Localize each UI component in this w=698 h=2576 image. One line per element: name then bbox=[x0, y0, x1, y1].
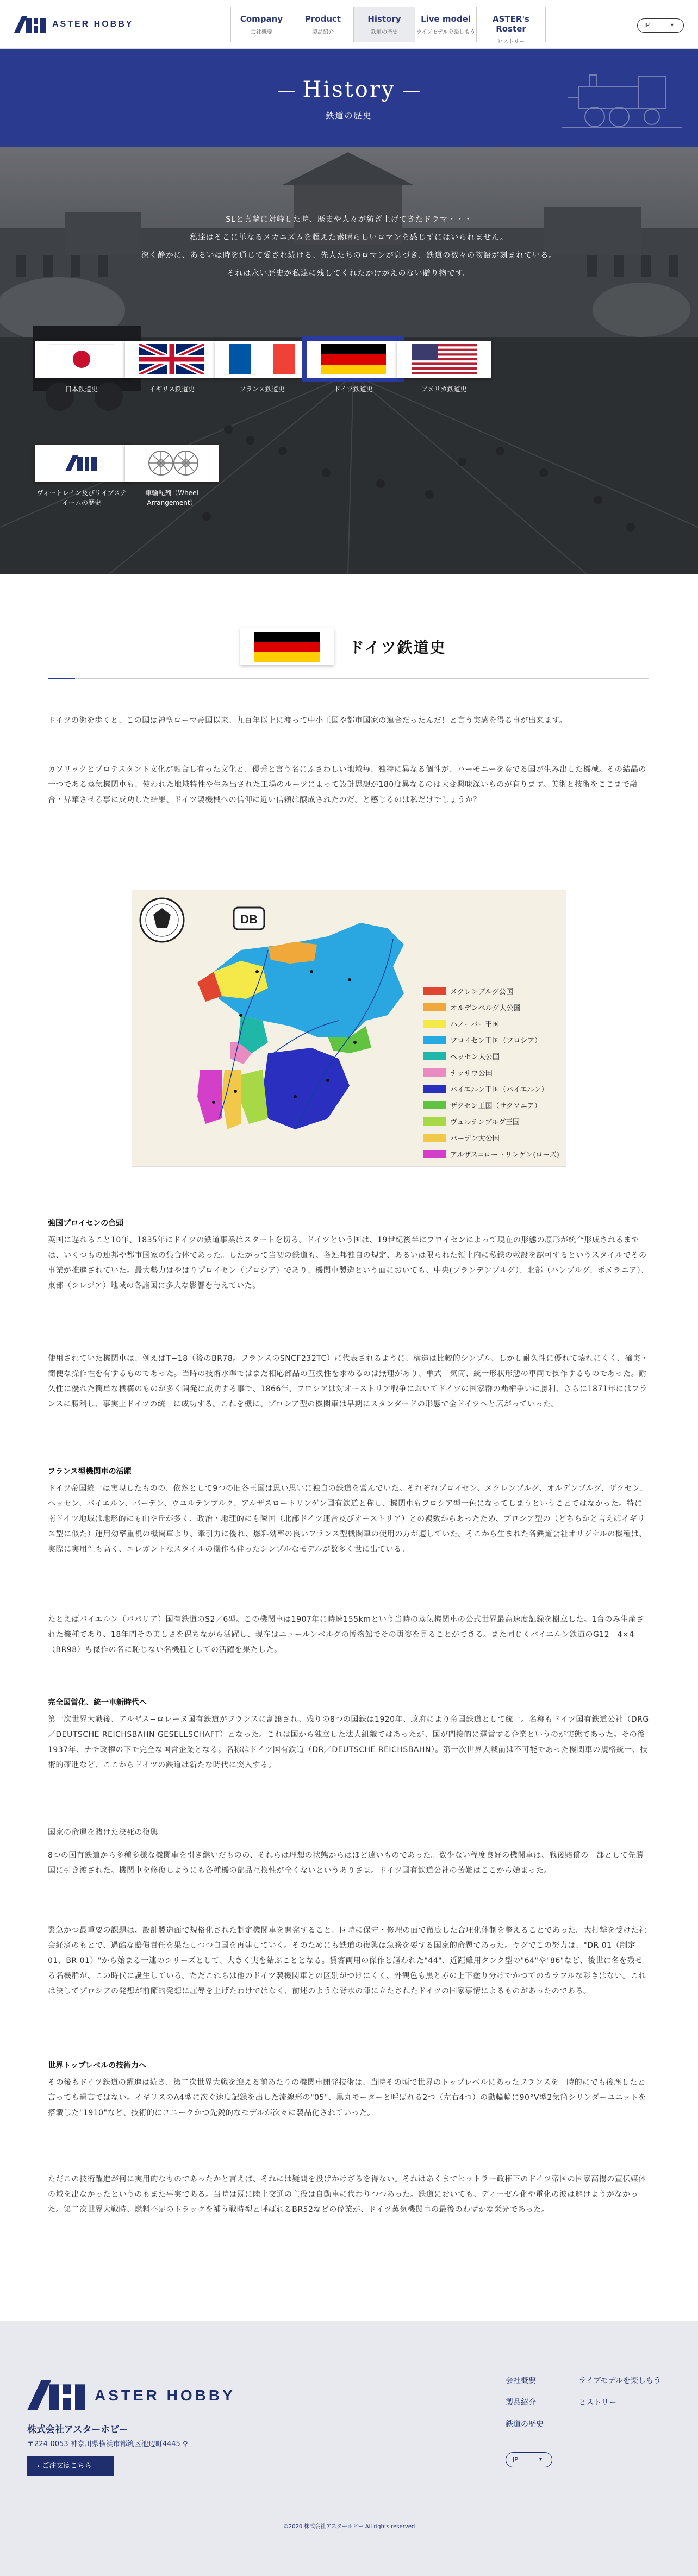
brand-logo[interactable] bbox=[14, 16, 133, 33]
page-title bbox=[0, 77, 698, 102]
country-germany[interactable] bbox=[307, 341, 400, 394]
body-paragraph: その後もドイツ鉄道の躍進は続き、第二次世界大戦を迎える前あたりの機関車開発技術は、当時その頃で世界のトップレベルにあったフランスを一時的にでも後塵したと言っても過言ではない。イギリスのA4型に次ぐ速度記録を出した流線形の"05"、黒丸モーターと呼ばれる2つ（左右4つ）の動輪輪に90°V型2気筒シリンダーユニットを搭載した"1910"など、技術的にユニークかつ先鋭的なモデルが次々に製品化されていった。 bbox=[48, 2078, 646, 2117]
hero-line: 私達はそこに単なるメカニズムを超えた素晴らしいロマンを感じずにはいられません。 bbox=[190, 233, 508, 242]
nav-history[interactable] bbox=[353, 7, 415, 42]
legend-label: ハノーバー王国 bbox=[450, 1020, 499, 1029]
footer-link-railway-history[interactable]: 鉄道の歴史 bbox=[506, 2420, 544, 2429]
country-label: イギリス鉄道史 bbox=[149, 385, 195, 393]
legend-swatch bbox=[423, 1101, 446, 1109]
legend-label: オルデンベルグ大公国 bbox=[450, 1004, 521, 1012]
nav-label: ASTER's Roster bbox=[493, 14, 529, 34]
country-usa[interactable] bbox=[397, 341, 491, 394]
nav-live-model[interactable] bbox=[415, 7, 476, 42]
legend-item bbox=[423, 1097, 559, 1113]
nav-sublabel: ライブモデルを楽しもう bbox=[416, 29, 476, 35]
title-dash-left bbox=[278, 91, 295, 92]
body-paragraph: 第一次世界大戦後、アルザス−ロレーヌ国有鉄道がフランスに割譲され、残りの8つの国鉄は1920年、政府により帝国鉄道として統一。名称もドイツ国有鉄道公社（DRG／DEUTSCHE REICHSBAHN GESELLSCHAFT）となった。これは国から独立した法人組織ではあったが、国が間接的に運営する企業というのが実態であった。その後1937年、ナチ政権の下で完全な国営企業となる。名称はドイツ国有鉄道（DR／DEUTSCHE REICHSBAHN）。第一次世界大戦前は不可能であった機関車の規格統一、技術的確進など、ここからドイツの鉄道は新たな時代に突入する。 bbox=[48, 1715, 649, 1770]
body-paragraph: 8つの国有鉄道から多種多様な機関車を引き継いだものの、それらは理想の状態からはほど遠いものであった。数少ない程度良好の機関車は、戦後賠償の一部として先勝国に引き渡された。機関車を修復しようにも各種機の部品互換性が全くないというありさま。ドイツ国有鉄道公社の苦難はここから始まった。 bbox=[48, 1851, 644, 1875]
country-france[interactable] bbox=[215, 341, 309, 394]
country-uk[interactable] bbox=[125, 341, 219, 394]
country-label: ヴィートレイン及びリイブステイームの歴史 bbox=[36, 489, 127, 507]
legend-swatch bbox=[423, 1036, 446, 1044]
nav-product[interactable] bbox=[292, 7, 353, 42]
legend-item bbox=[423, 999, 559, 1015]
map-pin-icon[interactable]: ⚲ bbox=[182, 2440, 188, 2448]
legend-swatch bbox=[423, 1150, 446, 1158]
intro-paragraph: カソリックとプロテスタント文化が融合し有った文化と、優秀と言う名にふさわしい地域毎、独特に異なる個性が、ハーモニーを奏でる国が生み出した機械。その結晶の一つである蒸気機関車も、使われた地域特性や生み出された工場のルーツによって設計思想が180度異なるのは大変興味深いものが有ります。美術と技術をここまで融合・昇華させる事に成功した結果、ドイツ製機械への信仰に近い信頼は醸成されたのだ。と感じるのは私だけでしょうか？ bbox=[48, 765, 646, 804]
nav-label: Live model bbox=[421, 14, 471, 24]
legend-label: メクレンブルグ公国 bbox=[450, 987, 513, 996]
nav-label: Product bbox=[304, 14, 341, 24]
nav-label: History bbox=[367, 14, 401, 24]
body-paragraph: たとえばバイエルン（バパリア）国有鉄道のS2／6型。この機関車は1907年に時速155kmという当時の蒸気機関車の公式世界最高速度記録を樹立した。1台のみ生産された機種であり、18年間その美しさを保ちながら活躍し、現在はニュールンベルグの博物館でその勇姿を見ることができる。また同じくバイエルン鉄道のG12 4×4（BR98）も傑作の名に恥じない名機種としての活躍を果たした。 bbox=[48, 1615, 644, 1654]
title-dash-right bbox=[403, 91, 420, 92]
intro-paragraph: ドイツの街を歩くと、この国は神聖ローマ帝国以来、九百年以上に渡って中小王国や都市国家の連合だったんだ！と言う実感を得る事が出来ます。 bbox=[48, 716, 568, 725]
section-heading: 強国プロイセンの台頭 bbox=[48, 1219, 124, 1228]
legend-swatch bbox=[423, 1085, 446, 1093]
legend-swatch bbox=[423, 1068, 446, 1077]
section-title: ドイツ鉄道史 bbox=[349, 639, 446, 656]
legend-swatch bbox=[423, 1020, 446, 1028]
legend-item bbox=[423, 1064, 559, 1080]
japan-flag-icon bbox=[35, 341, 128, 378]
language-select[interactable]: JP ▾ bbox=[637, 18, 684, 33]
copyright: ©2020 株式会社アスターホビー All rights reserved bbox=[283, 2524, 415, 2530]
legend-label: ザクセン王国（サクソニア） bbox=[450, 1102, 541, 1110]
hero-intro bbox=[0, 211, 698, 283]
page-title-text: History bbox=[302, 77, 396, 102]
country-label: フランス鉄道史 bbox=[239, 385, 285, 393]
section-header bbox=[240, 628, 458, 666]
company-address bbox=[27, 2438, 188, 2448]
body-paragraph: 国家の命運を賭けた決死の復興 bbox=[48, 1828, 158, 1837]
footer-language-select[interactable]: JP ▾ bbox=[506, 2452, 552, 2467]
legend-label: ヘッセン大公国 bbox=[450, 1053, 500, 1061]
country-label: ドイツ鉄道史 bbox=[334, 385, 373, 393]
legend-swatch bbox=[423, 1134, 446, 1142]
legend-label: ヴュルテンブルグ王国 bbox=[450, 1118, 520, 1127]
country-japan[interactable] bbox=[35, 341, 128, 394]
section-divider bbox=[48, 678, 649, 679]
body-paragraph: 緊急かつ最重要の課題は、設計製造面で規格化された制定機関車を開発すること。同時に保守・修理の面で徹底した合理化体制を整えることであった。大打撃を受けた社会経済のもとで、過酷な賠償責任を果たしつつ自国を再建していく。そのためにも鉄道の復興は急務を要する国家的命題であった。ヤグでこの努力は、"DR 01（制定01、BR 01）"から始まる一連のシリーズとして、大きく実を結ぶこととなる。賃客両用の傑作と謳われた"44"、近距離用タンク型の"64"や"86"など、後世に名を残せる名機群が、この時代に誕生している。ただこれらは他のドイツ製機関車との区別がつけにくく、外観色も黒と赤の上下塗り分けでかつてのカラフルな彩きはない。これは決してプロシアの発想が前節的発想に屈辱を上げたわけではなく、前述のような背水の陣に立たされたドイツの国家事情によるものがあったのである。 bbox=[48, 1926, 647, 1996]
footer-link-live-model[interactable]: ライブモデルを楽しもう bbox=[578, 2377, 661, 2385]
nav-sublabel: 製品紹介 bbox=[312, 29, 334, 35]
footer-link-company[interactable]: 会社概要 bbox=[506, 2377, 536, 2385]
legend-swatch bbox=[423, 1052, 446, 1060]
site-header bbox=[0, 0, 698, 49]
order-button[interactable] bbox=[27, 2456, 114, 2476]
germany-states-map bbox=[132, 890, 566, 1167]
legend-label: アルザス=ロートリンゲン(ローズ) bbox=[450, 1151, 559, 1159]
footer-brand-name: ASTER HOBBY bbox=[95, 2386, 235, 2404]
address-text: 〒224-0053 神奈川県横浜市都筑区池辺町4445 bbox=[27, 2440, 180, 2448]
hero-photo bbox=[0, 147, 698, 574]
legend-item bbox=[423, 1113, 559, 1129]
legend-item bbox=[423, 1031, 559, 1048]
main-nav bbox=[230, 7, 546, 45]
footer-link-product[interactable]: 製品紹介 bbox=[506, 2398, 536, 2407]
page-banner bbox=[0, 49, 698, 147]
footer-logo[interactable] bbox=[27, 2380, 235, 2410]
chevron-right-icon: › bbox=[37, 2462, 40, 2470]
body-paragraph: ドイツ帝国統一は実現したものの、依然として9つの旧各王国は思い思いに独自の鉄道を営んでいた。それぞれプロイセン、メクレンブルグ、オルデンブルグ、ザクセン、ヘッセン、バイエルン、バーデン、ウユルテンブルク、アルザスロートリンゲン国有鉄道と称し、機関車もフロシア型一色になってしまうということではなかった。特に南ドイツ地域は地形的にも山や丘が多く、政治・地理的にも隣国（北部ドイツ連合及びオーストリア）との複数からあったため、プロシア型の（どちらかと言えばイギリス型に似た）運用効率重視の機関車より、牽引力に優れ、燃料効率の良いフランス型機関車の使用の方が適していた。そこから生まれた各鉄道会社オリジナルの機種は、実際に実用性も高く、エレガントなスタイルの操作も伴ったシンプルなモデルが数多く世に出ている。 bbox=[48, 1484, 648, 1554]
brand-mark-icon bbox=[27, 2380, 87, 2410]
legend-label: バイエルン王国（バイエルン） bbox=[450, 1085, 549, 1094]
uk-flag-icon bbox=[125, 341, 219, 378]
brand-name: ASTER HOBBY bbox=[52, 20, 134, 29]
legend-swatch bbox=[423, 1117, 446, 1126]
section-divider-accent bbox=[48, 678, 75, 679]
brand-mark-icon bbox=[14, 16, 47, 33]
nav-label: Company bbox=[240, 14, 283, 24]
section-heading: フランス型機関車の活躍 bbox=[48, 1467, 132, 1476]
legend-item bbox=[423, 1048, 559, 1064]
legend-swatch bbox=[423, 1003, 446, 1011]
nav-roster[interactable] bbox=[476, 7, 546, 45]
order-button-label: ご注文はこちら bbox=[42, 2462, 92, 2470]
wheel-icon bbox=[125, 445, 219, 482]
body-paragraph: 使用されていた機関車は、例えばT−18（後のBR78。フランスのSNCF232TC）に代表されるように、構造は比較的シンプル、しかし耐久性に優れて壊れにくく、確実・簡便な操作性を有するものであった。当時の技術水準ではまだ相応部品の互換性を求めるのは無理があり、単式二気筒、統一形状形態の車両で操作するものであった。耐久性に優れた簡単な機構のものが多く開発に成功する事で、1866年、プロシアは対オーストリア戦争においてドイツの国家群の覇権争いに勝利、さらに1871年にはフランスに勝利し、事実上ドイツの統一に成功する。これを機に、プロシア型の機関車は早期にスタンダードの形態で全ドイツへと広がっていった。 bbox=[48, 1354, 649, 1409]
usa-flag-icon bbox=[397, 341, 491, 378]
country-vitrain[interactable] bbox=[35, 445, 128, 508]
company-name: 株式会社アスターホビー bbox=[27, 2424, 128, 2435]
country-label: 日本鉄道史 bbox=[65, 385, 98, 393]
legend-label: ナッサウ公国 bbox=[450, 1069, 493, 1078]
legend-label: バーデン大公国 bbox=[450, 1134, 500, 1143]
body-paragraph: 英国に遅れること10年、1835年にドイツの鉄道事業はスタートを切る。ドイツという国は、19世紀後半にプロイセンによって現在の形態の原形が統合形成されるまでは、いくつもの連邦や都市国家の集合体であった。したがって当初の鉄道も、各連邦独自の規定、あるいは限られた領土内に私鉄の敷設を認可するというスタイルでその事業が推進されていた。最大勢力はやはりプロイセン（プロシア）であり、機関車製造という面においても、中央(ブランデンブルグ）、北部（ハンブルグ、ポメラニア）、東部（シレジア）地域の各諸国に多大な影響を与えていた。 bbox=[48, 1236, 649, 1290]
legend-swatch bbox=[423, 987, 446, 995]
germany-flag-icon bbox=[307, 341, 400, 378]
legend-item bbox=[423, 1129, 559, 1146]
legend-item bbox=[423, 1080, 559, 1097]
hero-line: それは永い歴史が私達に残してくれたかけがえのない贈り物です。 bbox=[227, 269, 471, 278]
legend-item bbox=[423, 1146, 559, 1162]
footer-link-history[interactable]: ヒストリー bbox=[578, 2398, 616, 2407]
hero-line: SLと真摯に対峙した時、歴史や人々が紡ぎ上げてきたドラマ・・・ bbox=[226, 215, 472, 224]
hero-line: 深く静かに、あるいは時を通じて愛され続ける、先人たちのロマンが息づき、鉄道の数々の物語が刻まれている。 bbox=[141, 251, 557, 260]
section-heading: 完全国営化、統一車新時代へ bbox=[48, 1698, 147, 1707]
map-legend bbox=[423, 983, 559, 1162]
legend-item bbox=[423, 983, 559, 999]
section-heading: 世界トップレベルの技術力へ bbox=[48, 2061, 147, 2070]
legend-item bbox=[423, 1015, 559, 1031]
nav-sublabel: ヒストリー bbox=[497, 39, 525, 45]
france-flag-icon bbox=[215, 341, 309, 378]
site-footer bbox=[0, 2321, 698, 2576]
country-label: 車輪配列（Wheel Arrangement） bbox=[145, 489, 198, 507]
wheel-arrangement[interactable] bbox=[125, 445, 219, 508]
nav-sublabel: 会社概要 bbox=[251, 29, 272, 35]
country-label: アメリカ鉄道史 bbox=[421, 385, 467, 393]
vitrain-logo-icon bbox=[35, 445, 128, 482]
svg-text:DB: DB bbox=[240, 912, 258, 926]
nav-company[interactable] bbox=[230, 7, 292, 42]
nav-sublabel: 鉄道の歴史 bbox=[371, 29, 398, 35]
body-paragraph: ただこの技術躍進が何に実用的なものであったかと言えば、それには疑問を投げかけざるを得ない。それはあくまでヒットラー政権下のドイツ帝国の国家高揚の宣伝媒体の域を出なかったというのもまた事実である。当時は既に陸上交通の主役は自動車に代わりつつあった。鉄道においても、ディーゼル化や電化の波は避けようがなかった。第二次世界大戦時、燃料不足のトラックを補う戦時型と呼ばれるBR52などの偉業が、ドイツ蒸気機関車の最後のわずかな栄光であった。 bbox=[48, 2175, 646, 2214]
legend-label: プロイセン王国（プロシア） bbox=[450, 1036, 542, 1045]
page-subtitle: 鉄道の歴史 bbox=[326, 111, 372, 121]
germany-flag-icon bbox=[240, 628, 334, 665]
